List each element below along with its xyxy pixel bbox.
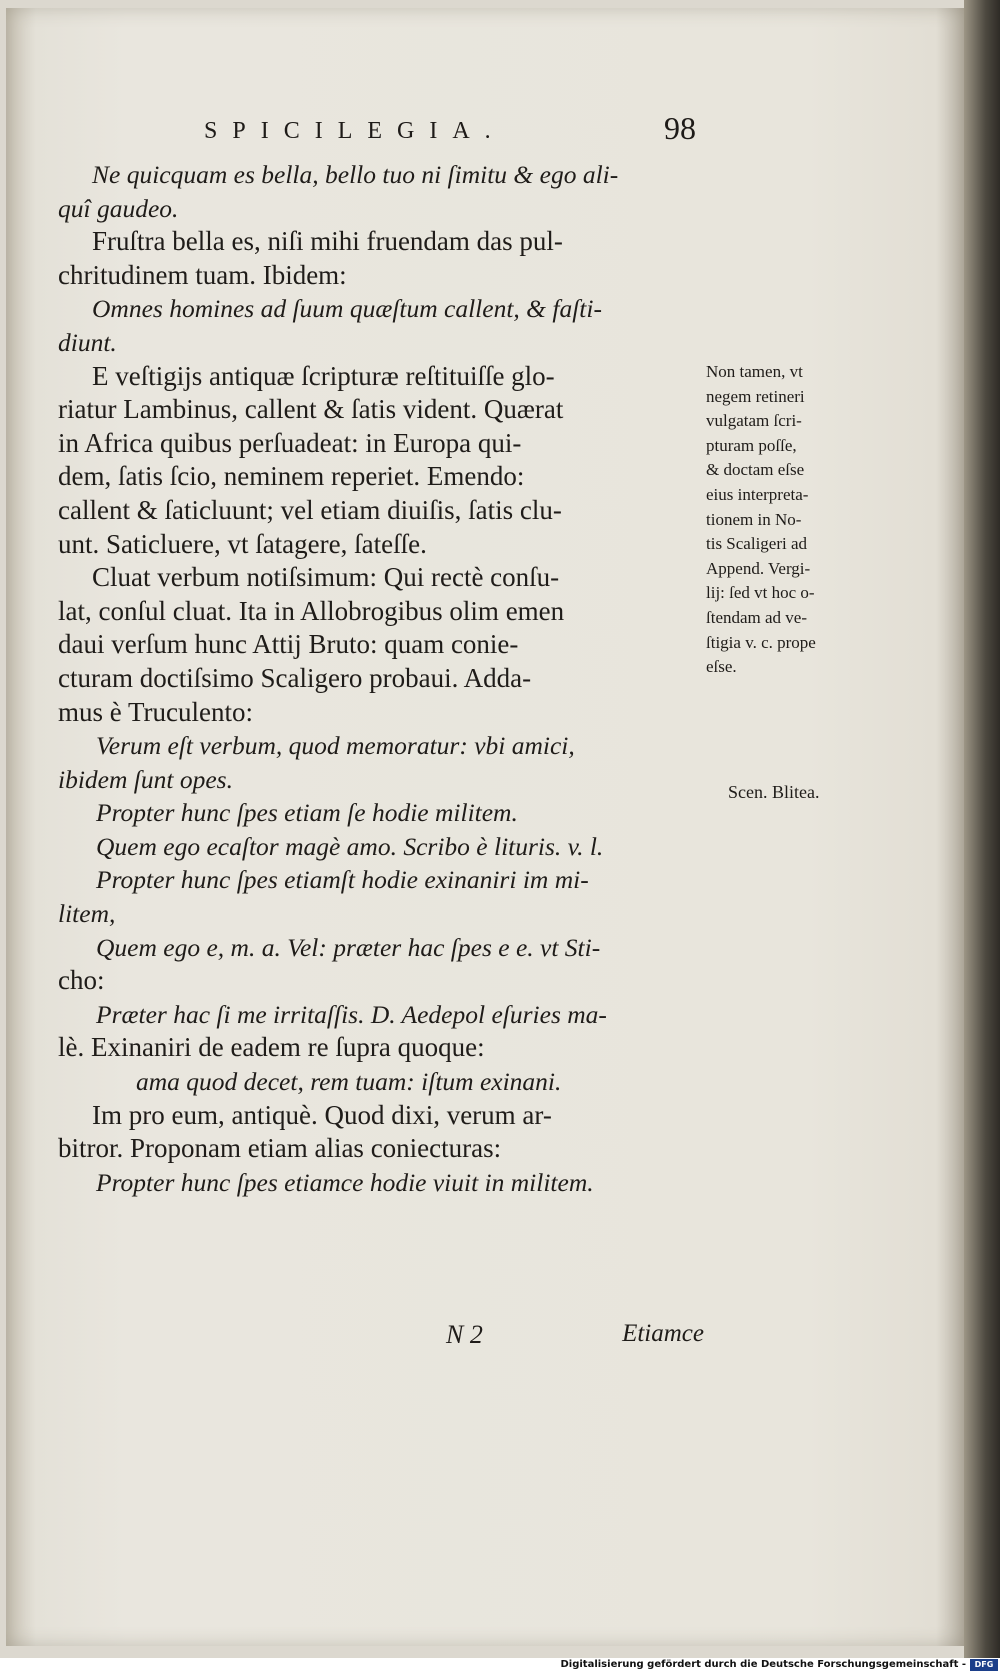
digitization-footer <box>0 1658 1000 1672</box>
body-line: Cluat verbum notiſsimum: Qui rectè conſu- <box>92 562 560 593</box>
body-line: E veſtigijs antiquæ ſcripturæ reſtituiſſe glo- <box>92 360 555 391</box>
page-foot <box>446 1320 704 1354</box>
body-line: Omnes homines ad ſuum quæſtum callent, & faſti- <box>92 294 602 324</box>
body-line: lè. Exinaniri de eadem re ſupra quoque: <box>58 1032 485 1063</box>
catchword: Etiamce <box>622 1320 704 1347</box>
main-text-block <box>58 158 698 1199</box>
body-line: ibidem ſunt opes. <box>58 764 233 794</box>
body-line: Fruſtra bella es, niſi mihi fruendam das pul- <box>92 226 563 257</box>
footer-credit: Digitalisierung gefördert durch die Deutsche Forschungsgemeinschaft - <box>560 1659 966 1670</box>
body-line: Im pro eum, antiquè. Quod dixi, verum ar- <box>92 1099 552 1130</box>
margin-note-line: lij: ſed vt hoc o- <box>706 583 815 603</box>
body-line: Ne quicquam es bella, bello tuo ni ſimitu & ego ali- <box>92 160 619 189</box>
body-line: Propter hunc ſpes etiamſt hodie exinaniri im mi- <box>96 865 589 895</box>
body-line: Propter hunc ſpes etiam ſe hodie militem. <box>96 798 518 828</box>
body-line: in Africa quibus perſuadeat: in Europa qui- <box>58 427 522 458</box>
margin-note-line: tionem in No- <box>706 509 802 529</box>
margin-note-line: eius interpreta- <box>706 484 809 504</box>
margin-note-line: negem retineri <box>706 386 805 406</box>
marginal-note <box>706 360 881 680</box>
margin-note-line: Non tamen, vt <box>706 362 803 381</box>
page-number: 98 <box>664 110 696 146</box>
body-line: lat, conſul cluat. Ita in Allobrogibus olim emen <box>58 595 565 626</box>
body-line: chritudinem tuam. Ibidem: <box>58 259 347 290</box>
body-line: cturam doctiſsimo Scaligero probaui. Adda- <box>58 662 532 693</box>
margin-note-line: Append. Vergi- <box>706 558 811 578</box>
running-head-title: SPICILEGIA. <box>204 118 506 144</box>
body-line: mus è Truculento: <box>58 696 254 727</box>
running-head <box>176 110 696 150</box>
signature-mark: N 2 <box>446 1320 483 1349</box>
body-line: diunt. <box>58 327 117 357</box>
body-line: unt. Saticluere, vt ſatagere, ſateſſe. <box>58 528 427 559</box>
margin-note-line: ſtendam ad ve- <box>706 607 808 627</box>
body-line: riatur Lambinus, callent & ſatis vident. Quærat <box>58 394 564 425</box>
dfg-logo: DFG <box>970 1659 998 1671</box>
book-page <box>6 8 964 1646</box>
body-line: ama quod decet, rem tuam: iſtum exinani. <box>136 1067 562 1097</box>
margin-note-line: eſse. <box>706 657 737 677</box>
body-line: litem, <box>58 899 116 929</box>
body-line: Verum eſt verbum, quod memoratur: vbi amici, <box>96 731 575 761</box>
margin-note-line: pturam poſſe, <box>706 435 797 455</box>
margin-note-line: & doctam eſse <box>706 460 805 480</box>
body-line: Præter hac ſi me irritaſſis. D. Aedepol eſuries ma- <box>96 999 607 1029</box>
body-line: bitror. Proponam etiam alias coniecturas: <box>58 1133 502 1164</box>
book-edge-shadow <box>964 0 1000 1658</box>
margin-note-line: ſtigia v. c. prope <box>706 632 816 652</box>
body-line: Quem ego ecaſtor magè amo. Scribo è lituris. v. l. <box>96 831 604 861</box>
body-line: cho: <box>58 965 105 996</box>
margin-note-line: tis Scaligeri ad <box>706 534 808 554</box>
body-line: quî gaudeo. <box>58 193 179 223</box>
body-line: daui verſum hunc Attij Bruto: quam conie- <box>58 629 519 660</box>
body-line: callent & ſaticluunt; vel etiam diuiſis, ſatis clu- <box>58 494 562 525</box>
body-line: dem, ſatis ſcio, neminem reperiet. Emendo: <box>58 461 525 492</box>
body-line: Propter hunc ſpes etiamce hodie viuit in militem. <box>96 1167 594 1197</box>
margin-note-line: vulgatam ſcri- <box>706 411 802 431</box>
body-line: Quem ego e, m. a. Vel: præter hac ſpes e e. vt Sti- <box>96 932 601 962</box>
margin-scene-reference: Scen. Blitea. <box>728 782 820 802</box>
